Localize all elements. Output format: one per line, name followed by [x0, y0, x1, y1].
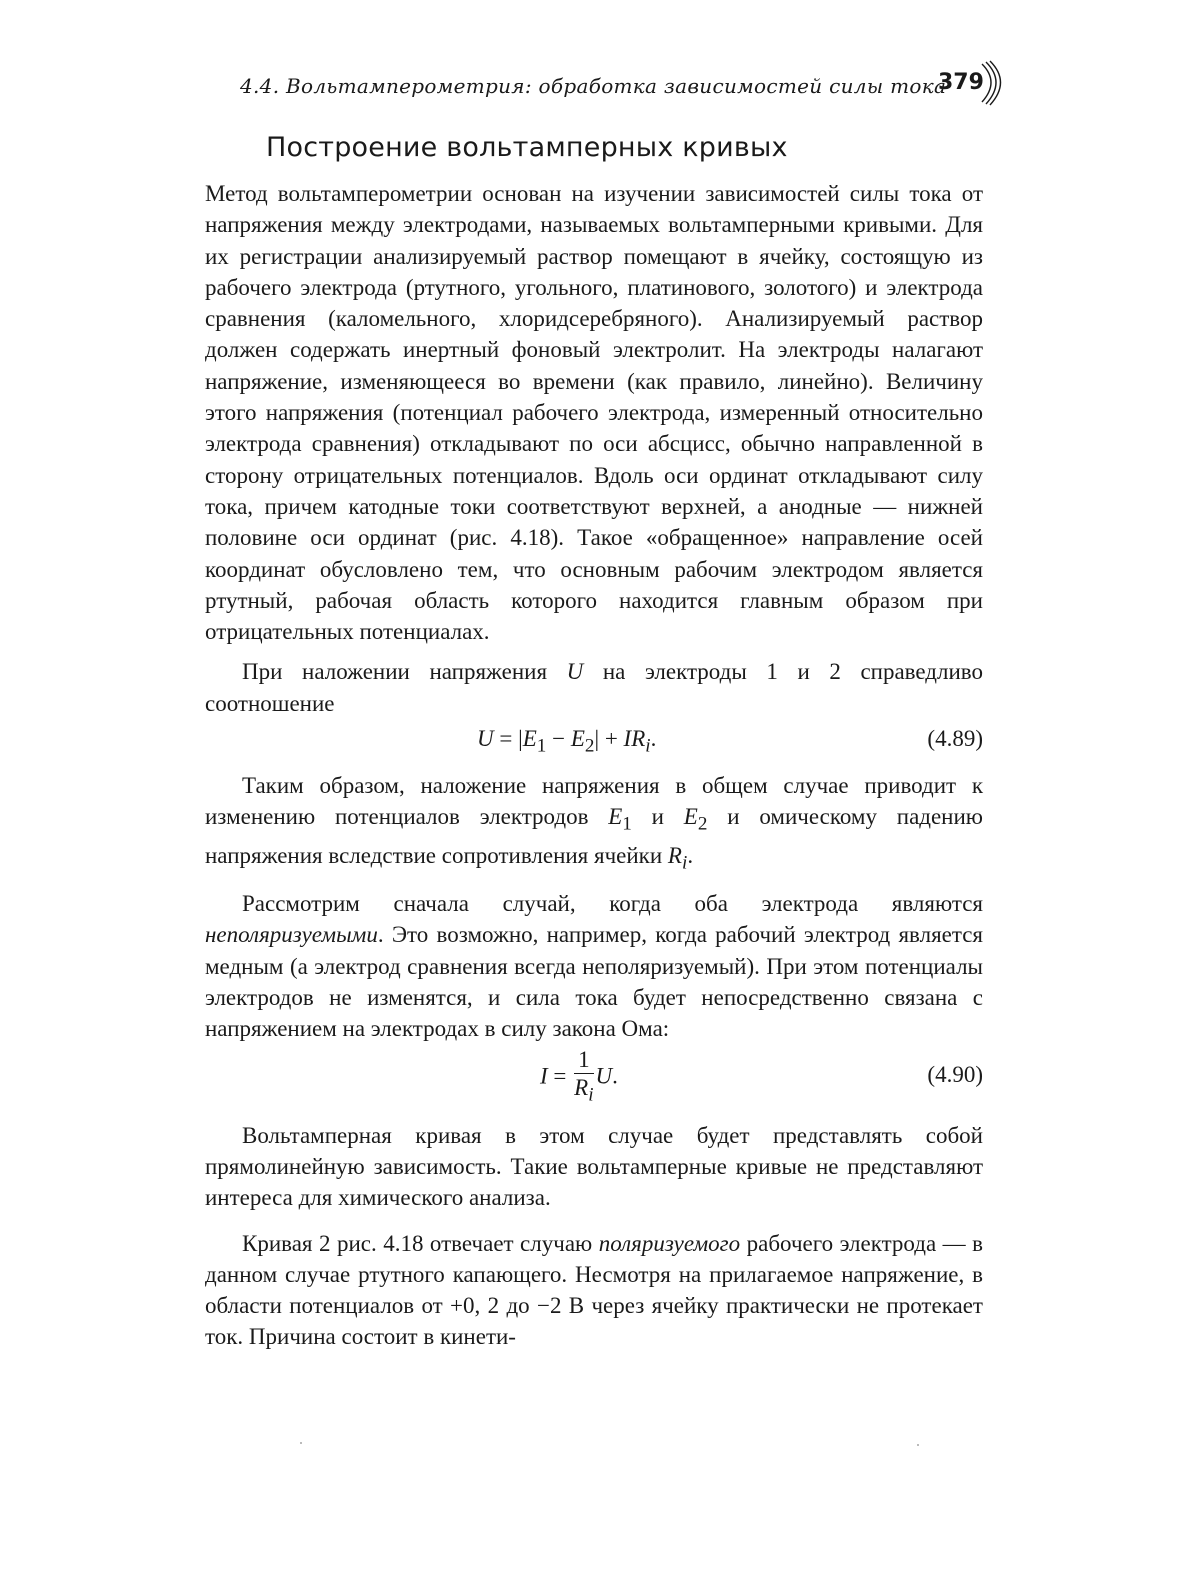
text-run: . Это возможно, например, когда рабочий электрод является медным (а электрод сравнения всегда неполяризуемый). При этом потенциалы электродов не изменятся, и сила тока будет непосредственно связана с напряжением на электродах в силу закона Ома: [205, 922, 983, 1042]
emphasis: неполяризуемыми [205, 922, 378, 948]
text-run: на электроды 1 и 2 справедливо соотношение [205, 659, 983, 716]
var-e1: E [608, 804, 623, 830]
eq-sub: i [645, 735, 651, 757]
text-run: При наложении напряжения [242, 659, 567, 685]
paragraph-voltage [205, 656, 983, 719]
eq-symbol: . [612, 1063, 618, 1089]
eq-var-i: I [540, 1063, 548, 1089]
eq-symbol: . [650, 726, 657, 752]
eq-var-i: I [623, 726, 632, 752]
paragraph-method: Метод вольтамперометрии основан на изучении зависимостей силы тока от напряжения между электродами, называемых вольтамперными кривыми. Для их регистрации анализируемый раствор помещают в ячейку, состоящую из рабочего электрода (ртутного, угольного, платинового, золотого) и электрода сравнения (каломельного, хлоридсеребряного). Анализируемый раствор должен содержать инертный фоновый электролит. На электроды налагают напряжение, изменяющееся во времени (как правило, линейно). Величину этого напряжения (потенциал рабочего электрода, измеренный относительно электрода сравнения) откладывают по оси абсцисс, обычно направленной в сторону отрицательных потенциалов. Вдоль оси ординат откладывают силу тока, причем катодные токи соответствуют верхней, а анодные — нижней половине оси ординат (рис. 4.18). Такое «обращенное» направление осей координат обусловлено тем, что основным рабочим электродом является ртутный, рабочая область которого находится главным образом при отрицательных потенциалах. [205, 181, 983, 645]
equation-4-89 [205, 719, 983, 761]
eq-var-u: U [595, 1063, 613, 1089]
text-run: . [687, 843, 694, 869]
paragraph-linear: Вольтамперная кривая в этом случае будет представлять собой прямолинейную зависимость. Такие вольтамперные кривые не представляют интереса для химического анализа. [205, 1122, 983, 1211]
page-number: 379 [938, 70, 984, 95]
body-text [205, 178, 983, 1353]
equation-body [540, 1047, 618, 1110]
page-number-arc-icon [978, 58, 1008, 108]
scan-speck [300, 1442, 302, 1444]
eq-var-e1: E [522, 726, 537, 752]
scan-speck [917, 1444, 919, 1446]
var-r: R [667, 843, 682, 869]
text-run: и омическому падению напряжения вследствие сопротивления ячейки [205, 804, 983, 869]
eq-sub: i [588, 1084, 594, 1106]
eq-var-r: R [631, 726, 646, 752]
text-run: и [631, 804, 684, 830]
emphasis: поляризуемого [598, 1230, 741, 1256]
text-run: Кривая 2 рис. 4.18 отвечает случаю [242, 1230, 599, 1256]
fraction [574, 1047, 593, 1110]
paragraph-thus [205, 770, 983, 879]
eq-sub: 1 [536, 735, 547, 757]
section-title: Построение вольтамперных кривых [266, 132, 788, 163]
text-run: рабочего электрода — в данном случае ртутного капающего. Несмотря на прилагаемое напряжение, в области потенциалов от +0, 2 до −2 В через ячейку практически не протекает ток. Причина состоит в кинети- [205, 1230, 983, 1350]
equation-number: (4.90) [927, 1061, 983, 1087]
eq-symbol: = [547, 1063, 573, 1089]
equation-number: (4.89) [927, 726, 983, 752]
eq-symbol: | + [594, 726, 624, 752]
text-run: Таким образом, наложение напряжения в общем случае приводит к изменению потенциалов электродов [205, 773, 983, 830]
eq-var-r: R [574, 1074, 589, 1100]
var-e2: E [683, 804, 698, 830]
running-head: 4.4. Вольтамперометрия: обработка зависимостей силы тока [240, 74, 947, 98]
equation-4-90 [205, 1045, 983, 1111]
page-header [240, 70, 1000, 110]
fraction-numerator: 1 [574, 1047, 593, 1074]
var-u: U [566, 659, 584, 685]
eq-var-u: U [477, 726, 494, 752]
subscript: i [681, 852, 688, 874]
eq-symbol: − [546, 726, 571, 752]
equation-body [477, 723, 656, 762]
eq-var-e2: E [570, 726, 585, 752]
text-run: Рассмотрим сначала случай, когда оба электрода являются [242, 891, 983, 917]
paragraph-polarizable [205, 1228, 983, 1353]
subscript: 1 [622, 813, 632, 835]
eq-symbol: = | [493, 726, 523, 752]
eq-sub: 2 [584, 735, 595, 757]
paragraph-nonpolarizable [205, 888, 983, 1044]
subscript: 2 [697, 813, 708, 835]
fraction-denominator [574, 1074, 593, 1110]
